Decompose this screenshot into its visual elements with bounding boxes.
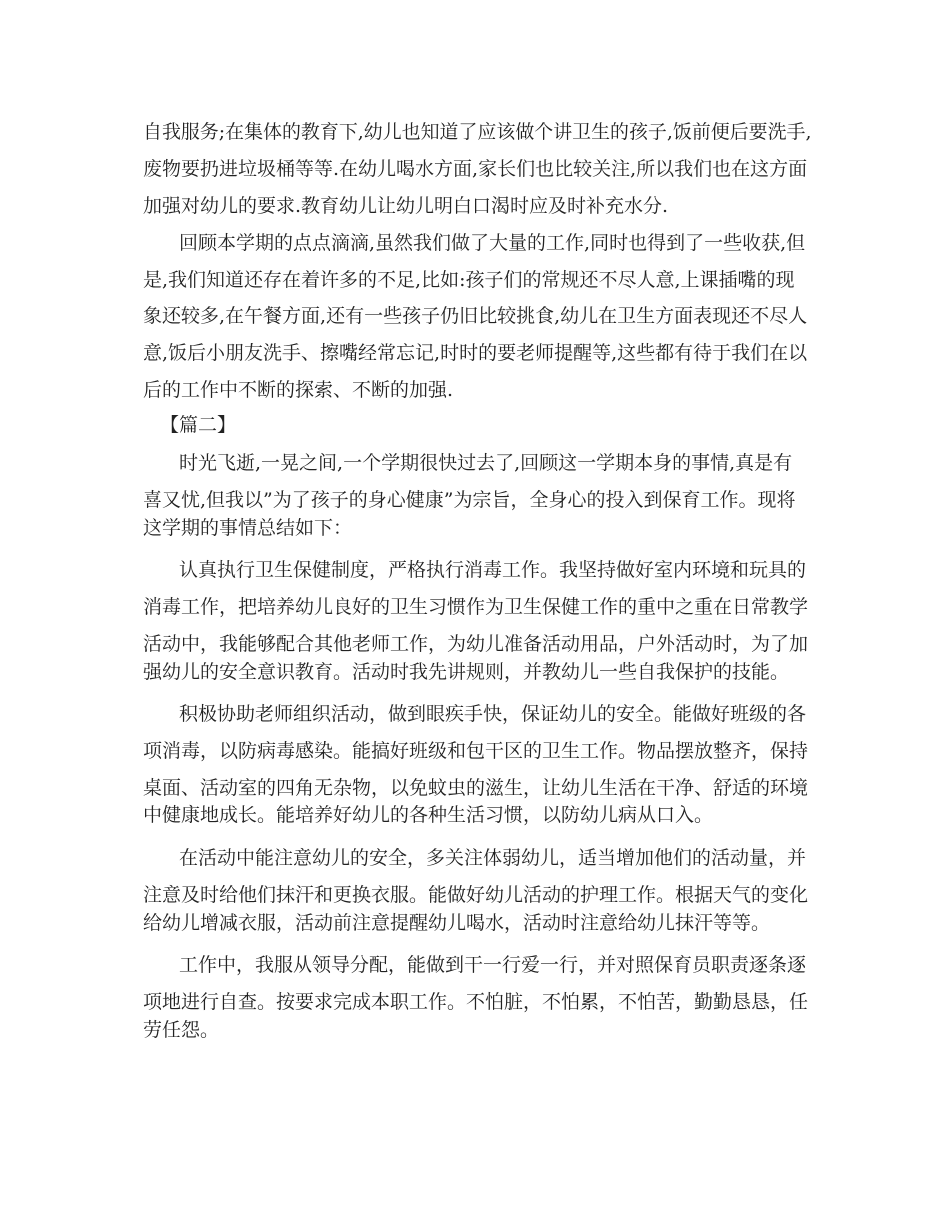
text-line: 中健康地成长。能培养好幼儿的各种生活习惯，以防幼儿病从口入。 [143,804,714,826]
text-line: 桌面、活动室的四角无杂物，以免蚊虫的滋生，让幼儿生活在干净、舒适的环境 [143,777,809,799]
text-line: 是,我们知道还存在着许多的不足,比如:孩子们的常规还不尽人意,上课插嘴的现 [143,269,795,291]
text-line: 注意及时给他们抹汗和更换衣服。能做好幼儿活动的护理工作。根据天气的变化 [143,884,809,906]
paragraph-first-line: 时光飞逝,一晃之间,一个学期很快过去了,回顾这一学期本身的事情,真是有 [179,452,793,474]
text-line: 加强对幼儿的要求.教育幼儿让幼儿明白口渴时应及时补充水分. [143,195,669,217]
text-line: 废物要扔进垃圾桶等等.在幼儿喝水方面,家长们也比较关注,所以我们也在这方面 [143,158,808,180]
text-line: 项消毒，以防病毒感染。能搞好班级和包干区的卫生工作。物品摆放整齐，保持 [143,740,809,762]
text-line: 这学期的事情总结如下： [143,517,353,539]
text-line: 强幼儿的安全意识教育。活动时我先讲规则，并教幼儿一些自我保护的技能。 [143,661,790,683]
text-line: 消毒工作，把培养幼儿良好的卫生习惯作为卫生保健工作的重中之重在日常教学 [143,596,809,618]
paragraph-first-line: 回顾本学期的点点滴滴,虽然我们做了大量的工作,同时也得到了一些收获,但 [179,232,806,254]
text-line: 象还较多,在午餐方面,还有一些孩子仍旧比较挑食,幼儿在卫生方面表现还不尽人 [143,305,808,327]
text-line: 劳任怨。 [143,1019,220,1041]
text-line: 后的工作中不断的探索、不断的加强. [143,379,454,401]
text-line: 项地进行自查。按要求完成本职工作。不怕脏，不怕累，不怕苦，勤勤恳恳，任 [143,991,809,1013]
paragraph-first-line: 工作中，我服从领导分配，能做到干一行爱一行，并对照保育员职责逐条逐 [179,954,807,976]
text-line: 活动中，我能够配合其他老师工作，为幼儿准备活动用品，户外活动时，为了加 [143,633,809,655]
text-line: 喜又忧,但我以”为了孩子的身心健康”为宗旨，全身心的投入到保育工作。现将 [143,489,796,511]
paragraph-first-line: 在活动中能注意幼儿的安全，多关注体弱幼儿，适当增加他们的活动量，并 [179,847,807,869]
text-line: 意,饭后小朋友洗手、擦嘴经常忘记,时时的要老师提醒等,这些都有待于我们在以 [143,342,808,364]
section-heading: 【篇二】 [160,414,237,436]
paragraph-first-line: 认真执行卫生保健制度，严格执行消毒工作。我坚持做好室内环境和玩具的 [179,559,807,581]
paragraph-first-line: 积极协助老师组织活动，做到眼疾手快，保证幼儿的安全。能做好班级的各 [179,703,807,725]
text-line: 给幼儿增减衣服，活动前注意提醒幼儿喝水，活动时注意给幼儿抹汗等等。 [143,912,771,934]
text-line: 自我服务;在集体的教育下,幼儿也知道了应该做个讲卫生的孩子,饭前便后要洗手, [143,121,812,143]
